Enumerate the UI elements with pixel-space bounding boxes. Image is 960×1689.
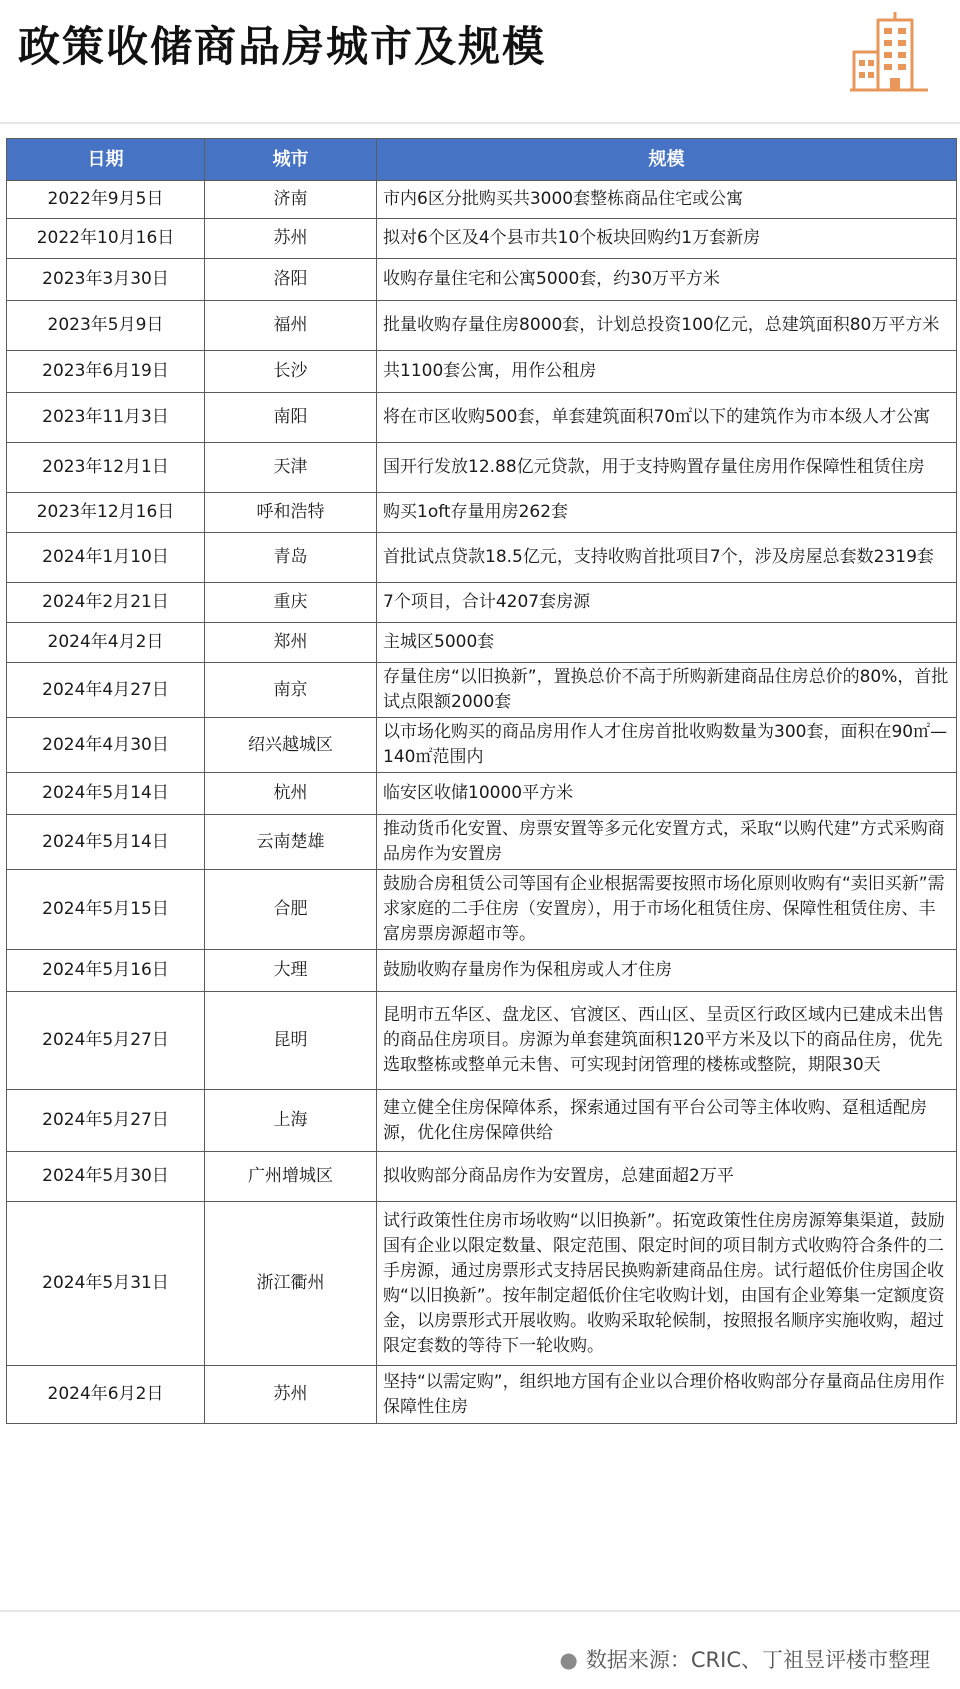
date-cell: 2023年5月9日 [7, 301, 205, 351]
city-cell: 重庆 [205, 583, 377, 623]
city-cell: 云南楚雄 [205, 815, 377, 870]
table-row [7, 583, 957, 623]
city-cell: 南京 [205, 663, 377, 718]
scale-cell: 首批试点贷款18.5亿元，支持收购首批项目7个，涉及房屋总套数2319套 [377, 533, 957, 583]
city-cell: 青岛 [205, 533, 377, 583]
date-cell: 2023年3月30日 [7, 259, 205, 301]
table-row [7, 181, 957, 219]
scale-cell: 鼓励合房租赁公司等国有企业根据需要按照市场化原则收购有“卖旧买新”需求家庭的二手住房（安置房），用于市场化租赁住房、保障性租赁住房、丰富房票房源超市等。 [377, 870, 957, 950]
table-row [7, 1152, 957, 1202]
table-row [7, 1090, 957, 1152]
date-cell: 2024年5月27日 [7, 992, 205, 1090]
table-row [7, 443, 957, 493]
page-title: 政策收储商品房城市及规模 [18, 22, 547, 71]
city-cell: 杭州 [205, 773, 377, 815]
scale-cell: 拟对6个区及4个县市共10个板块回购约1万套新房 [377, 219, 957, 259]
date-cell: 2024年4月30日 [7, 718, 205, 773]
date-cell: 2022年10月16日 [7, 219, 205, 259]
scale-cell: 坚持“以需定购”，组织地方国有企业以合理价格收购部分存量商品住房用作保障性住房 [377, 1366, 957, 1424]
table-row [7, 351, 957, 393]
scale-cell: 建立健全住房保障体系，探索通过国有平台公司等主体收购、趸租适配房源，优化住房保障供给 [377, 1090, 957, 1152]
scale-cell: 主城区5000套 [377, 623, 957, 663]
column-header-city: 城市 [205, 139, 377, 181]
city-cell: 苏州 [205, 219, 377, 259]
footer-divider [0, 1610, 960, 1612]
scale-cell: 购买1oft存量用房262套 [377, 493, 957, 533]
scale-cell: 试行政策性住房市场收购“以旧换新”。拓宽政策性住房房源筹集渠道，鼓励国有企业以限定数量、限定范围、限定时间的项目制方式收购符合条件的二手房源，通过房票形式支持居民换购新建商品住房。试行超低价住房国企收购“以旧换新”。按年制定超低价住宅收购计划，由国有企业筹集一定额度资金，以房票形式开展收购。收购采取轮候制，按照报名顺序实施收购，超过限定套数的等待下一轮收购。 [377, 1202, 957, 1366]
date-cell: 2024年5月27日 [7, 1090, 205, 1152]
table-row [7, 773, 957, 815]
building-icon [848, 8, 930, 96]
city-cell: 合肥 [205, 870, 377, 950]
city-cell: 济南 [205, 181, 377, 219]
date-cell: 2023年12月16日 [7, 493, 205, 533]
scale-cell: 以市场化购买的商品房用作人才住房首批收购数量为300套，面积在90㎡—140㎡范围内 [377, 718, 957, 773]
source-note [560, 1644, 930, 1674]
table-row [7, 493, 957, 533]
date-cell: 2023年11月3日 [7, 393, 205, 443]
table-row [7, 301, 957, 351]
city-cell: 呼和浩特 [205, 493, 377, 533]
city-cell: 苏州 [205, 1366, 377, 1424]
city-cell: 绍兴越城区 [205, 718, 377, 773]
date-cell: 2024年5月15日 [7, 870, 205, 950]
city-cell: 昆明 [205, 992, 377, 1090]
table-row [7, 663, 957, 718]
scale-cell: 拟收购部分商品房作为安置房，总建面超2万平 [377, 1152, 957, 1202]
scale-cell: 批量收购存量住房8000套，计划总投资100亿元，总建筑面积80万平方米 [377, 301, 957, 351]
scale-cell: 7个项目，合计4207套房源 [377, 583, 957, 623]
table-row [7, 1202, 957, 1366]
scale-cell: 市内6区分批购买共3000套整栋商品住宅或公寓 [377, 181, 957, 219]
city-cell: 洛阳 [205, 259, 377, 301]
city-cell: 上海 [205, 1090, 377, 1152]
table-row [7, 259, 957, 301]
source-text: 数据来源：CRIC、丁祖昱评楼市整理 [585, 1648, 930, 1672]
date-cell: 2024年5月31日 [7, 1202, 205, 1366]
scale-cell: 昆明市五华区、盘龙区、官渡区、西山区、呈贡区行政区域内已建成未出售的商品住房项目。房源为单套建筑面积120平方米及以下的商品住房，优先选取整栋或整单元未售、可实现封闭管理的楼栋或整院，期限30天 [377, 992, 957, 1090]
date-cell: 2024年5月30日 [7, 1152, 205, 1202]
scale-cell: 存量住房“以旧换新”，置换总价不高于所购新建商品住房总价的80%，首批试点限额2000套 [377, 663, 957, 718]
date-cell: 2024年4月27日 [7, 663, 205, 718]
date-cell: 2024年5月16日 [7, 950, 205, 992]
date-cell: 2024年5月14日 [7, 815, 205, 870]
scale-cell: 共1100套公寓，用作公租房 [377, 351, 957, 393]
date-cell: 2023年12月1日 [7, 443, 205, 493]
title-divider [0, 122, 960, 124]
table-row [7, 718, 957, 773]
dot-icon: ● [559, 1648, 578, 1672]
city-cell: 长沙 [205, 351, 377, 393]
column-header-date: 日期 [7, 139, 205, 181]
date-cell: 2024年4月2日 [7, 623, 205, 663]
policy-table [6, 138, 957, 1424]
date-cell: 2024年5月14日 [7, 773, 205, 815]
table-row [7, 1366, 957, 1424]
city-cell: 福州 [205, 301, 377, 351]
table-header-row [7, 139, 957, 181]
scale-cell: 临安区收储10000平方米 [377, 773, 957, 815]
table-row [7, 815, 957, 870]
date-cell: 2024年6月2日 [7, 1366, 205, 1424]
city-cell: 天津 [205, 443, 377, 493]
scale-cell: 推动货币化安置、房票安置等多元化安置方式，采取“以购代建”方式采购商品房作为安置房 [377, 815, 957, 870]
scale-cell: 鼓励收购存量房作为保租房或人才住房 [377, 950, 957, 992]
date-cell: 2022年9月5日 [7, 181, 205, 219]
table-row [7, 992, 957, 1090]
table-row [7, 950, 957, 992]
city-cell: 郑州 [205, 623, 377, 663]
table-row [7, 393, 957, 443]
city-cell: 广州增城区 [205, 1152, 377, 1202]
scale-cell: 将在市区收购500套，单套建筑面积70㎡以下的建筑作为市本级人才公寓 [377, 393, 957, 443]
column-header-scale: 规模 [377, 139, 957, 181]
table-row [7, 533, 957, 583]
city-cell: 南阳 [205, 393, 377, 443]
date-cell: 2023年6月19日 [7, 351, 205, 393]
date-cell: 2024年1月10日 [7, 533, 205, 583]
scale-cell: 收购存量住宅和公寓5000套，约30万平方米 [377, 259, 957, 301]
table-row [7, 623, 957, 663]
table-row [7, 870, 957, 950]
city-cell: 大理 [205, 950, 377, 992]
scale-cell: 国开行发放12.88亿元贷款，用于支持购置存量住房用作保障性租赁住房 [377, 443, 957, 493]
city-cell: 浙江衢州 [205, 1202, 377, 1366]
date-cell: 2024年2月21日 [7, 583, 205, 623]
table-row [7, 219, 957, 259]
